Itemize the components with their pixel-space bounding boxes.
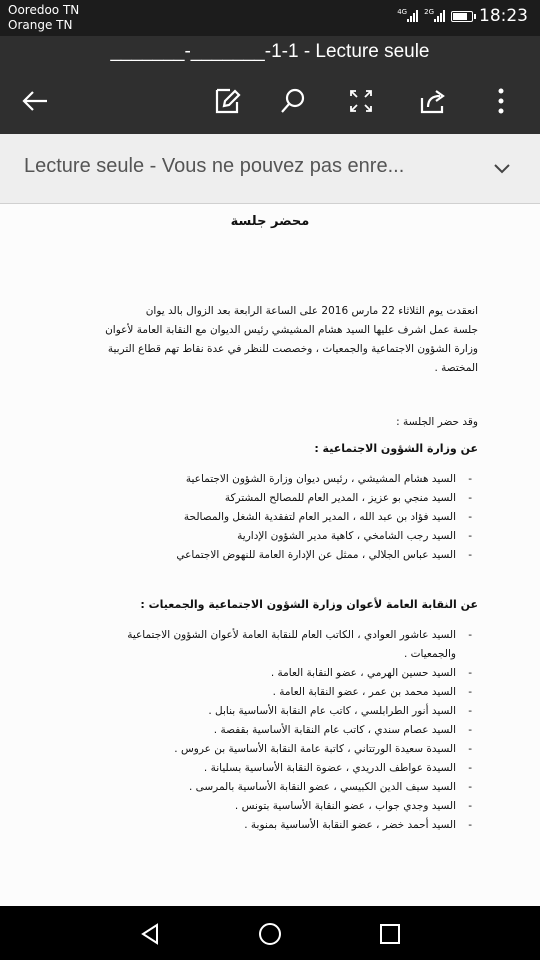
- intro-line: انعقدت يوم الثلاثاء 22 مارس 2016 على الساعة الرابعة بعد الزوال بالد يوان: [145, 305, 478, 317]
- share-icon[interactable]: [416, 84, 450, 118]
- list-item: - السيد هشام المشيشي ، رئيس ديوان وزارة الشؤون الاجتماعية: [176, 470, 456, 489]
- back-triangle-icon[interactable]: [136, 920, 164, 948]
- list-item: - السيدة سعيدة الورتتاني ، كاتبة عامة النقابة الأساسية بن عروس .: [96, 740, 456, 759]
- network-type-2: 2G: [424, 8, 434, 16]
- list-item: - السيد رجب الشامخي ، كاهية مدير الشؤون الإدارية: [176, 527, 456, 546]
- document-title: _______-_______-1-1 - Lecture seule: [110, 41, 430, 62]
- list-item: - السيد محمد بن عمر ، عضو النقابة العامة .: [96, 683, 456, 702]
- list-item: - السيد أنور الطرابلسي ، كاتب عام النقابة الأساسية بنابل .: [96, 702, 456, 721]
- signal-2-group: [424, 10, 445, 22]
- network-type-1: 4G: [397, 8, 408, 16]
- chevron-down-icon[interactable]: [492, 158, 512, 178]
- list-item: - السيدة عواطف الدريدي ، عضوة النقابة الأساسية بسليانة .: [96, 759, 456, 778]
- carrier-1: Ooredoo TN: [8, 3, 80, 17]
- list-item: - السيد عاشور العوادي ، الكاتب العام للنقابة العامة لأعوان الشؤون الاجتماعية والجمعيات .: [96, 626, 456, 664]
- recents-square-icon[interactable]: [376, 920, 404, 948]
- battery-icon: [451, 11, 473, 22]
- document-page[interactable]: [0, 204, 540, 906]
- intro-paragraph: [58, 302, 478, 378]
- signal-2-icon: [434, 10, 445, 22]
- status-icons: [397, 6, 528, 26]
- list-item: - السيد سيف الدين الكبيسي ، عضو النقابة الأساسية بالمرسى .: [96, 778, 456, 797]
- list-item: - السيد عصام سندي ، كاتب عام النقابة الأساسية بقفصة .: [96, 721, 456, 740]
- list-item: - السيد منجي بو عزيز ، المدير العام للمصالح المشتركة: [176, 489, 456, 508]
- section-union-title: عن النقابة العامة لأعوان وزارة الشؤون الاجتماعية والجمعيات :: [140, 598, 478, 611]
- search-icon[interactable]: [276, 84, 310, 118]
- back-arrow-icon[interactable]: [18, 84, 52, 118]
- signal-1-group: [397, 10, 418, 22]
- status-bar: [0, 0, 540, 36]
- attendance-label: وقد حضر الجلسة :: [396, 416, 478, 428]
- intro-line: المختصة .: [434, 362, 478, 374]
- list-item: - السيد حسين الهرمي ، عضو النقابة العامة .: [96, 664, 456, 683]
- signal-1-icon: [407, 10, 418, 22]
- document-heading: محضر جلسة: [230, 214, 310, 229]
- system-navigation-bar: [0, 906, 540, 960]
- carrier-names: [8, 3, 79, 33]
- section-ministry-title: عن وزارة الشؤون الاجتماعية :: [314, 442, 478, 455]
- app-bar: [0, 36, 540, 134]
- carrier-2: Orange TN: [8, 18, 73, 32]
- more-icon[interactable]: [484, 84, 518, 118]
- read-only-banner[interactable]: [0, 134, 540, 204]
- intro-line: وزارة الشؤون الاجتماعية والجمعيات ، وخصصت للنظر في عدة نقاط تهم قطاع التربية: [107, 343, 478, 355]
- read-only-message: Lecture seule - Vous ne pouvez pas enre...: [24, 155, 405, 177]
- intro-line: جلسة عمل اشرف عليها السيد هشام المشيشي رئيس الديوان مع النقابة العامة لأعوان: [105, 324, 478, 336]
- union-attendees-list: [96, 626, 456, 835]
- ministry-attendees-list: [176, 470, 456, 565]
- list-item: - السيد فؤاد بن عبد الله ، المدير العام لتفقدية الشغل والمصالحة: [176, 508, 456, 527]
- list-item: - السيد وجدي جواب ، عضو النقابة الأساسية بتونس .: [96, 797, 456, 816]
- list-item: - السيد عباس الجلالي ، ممثل عن الإدارة العامة للنهوض الاجتماعي: [176, 546, 456, 565]
- fullscreen-icon[interactable]: [344, 84, 378, 118]
- clock: 18:23: [479, 6, 528, 26]
- list-item: - السيد أحمد خضر ، عضو النقابة الأساسية بمنوبة .: [96, 816, 456, 835]
- edit-icon[interactable]: [210, 84, 244, 118]
- home-circle-icon[interactable]: [256, 920, 284, 948]
